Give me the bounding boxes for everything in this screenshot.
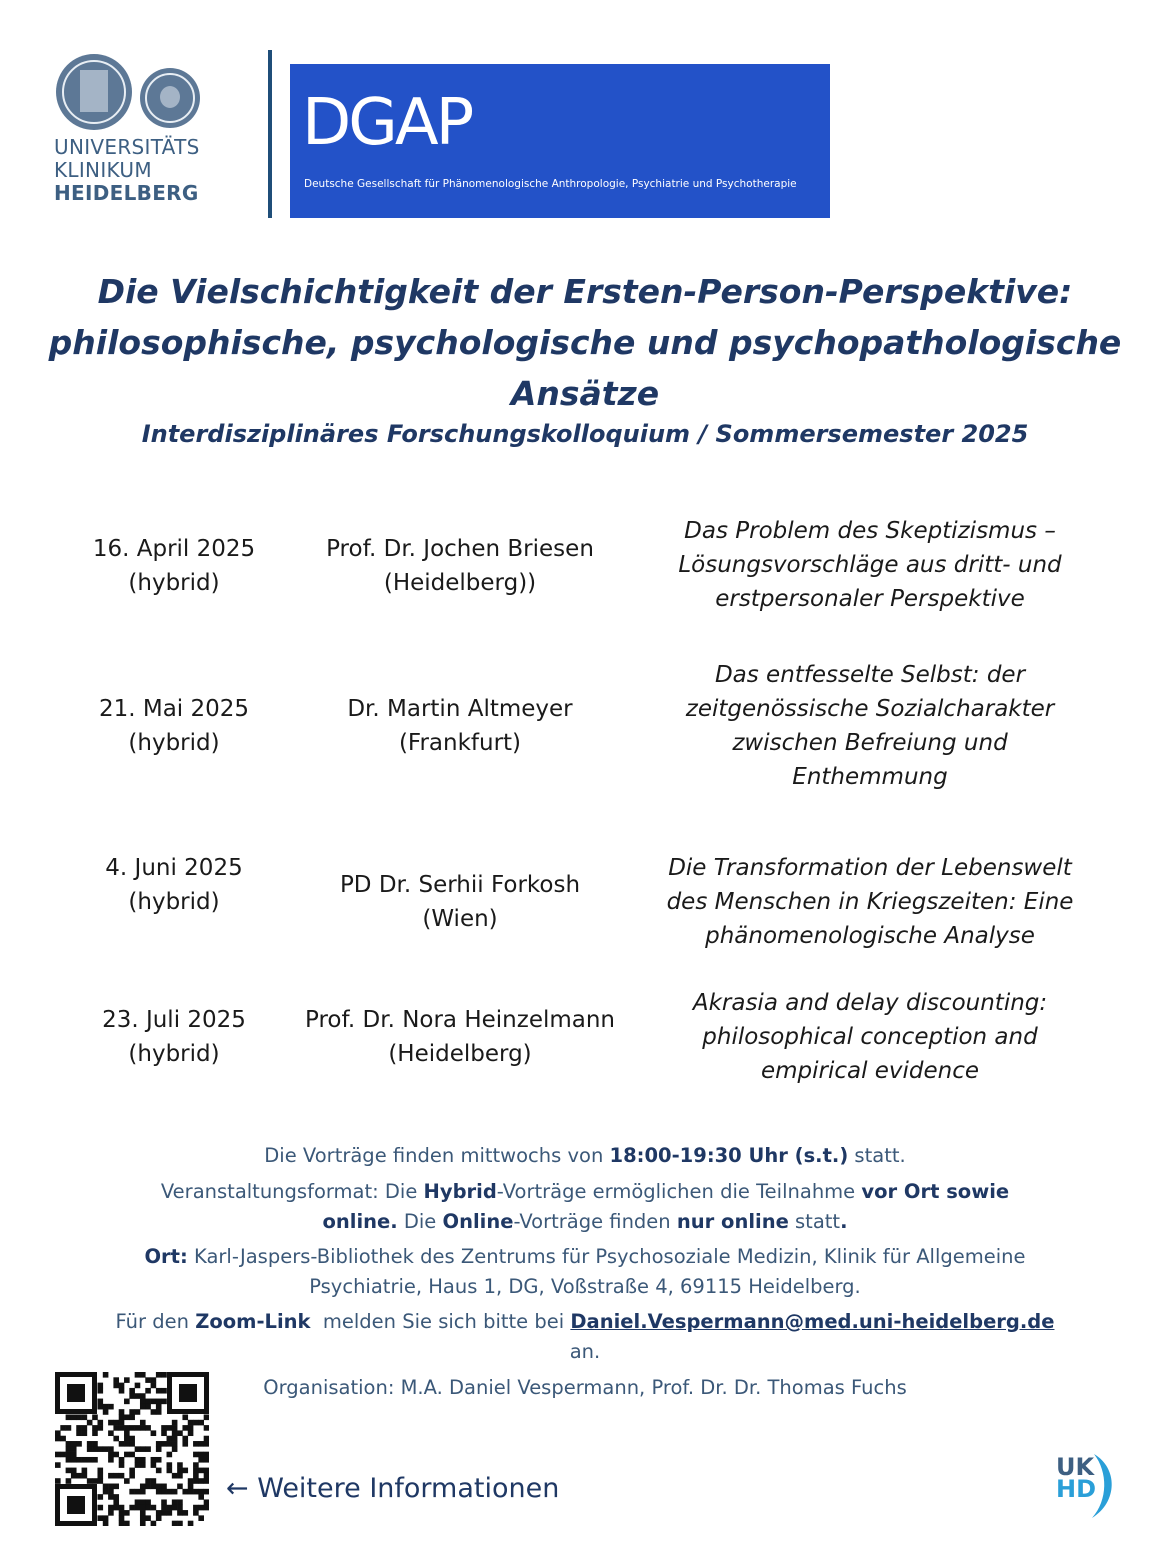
format-text: (hybrid) (128, 1041, 220, 1067)
schedule-speaker (290, 1003, 630, 1071)
topic-line: Enthemmung (792, 764, 948, 790)
speaker-affiliation: (Frankfurt) (398, 730, 522, 756)
zoom-bold: Zoom-Link (195, 1310, 311, 1333)
date-text: 4. Juni 2025 (105, 855, 243, 881)
schedule-date (60, 532, 288, 600)
schedule-date (60, 851, 288, 919)
format-text: -Vorträge finden (513, 1210, 677, 1233)
title-line-1: Die Vielschichtigkeit der Ersten-Person-Perspektive: (97, 272, 1073, 311)
schedule-speaker (290, 692, 630, 760)
institution-line-1: UNIVERSITÄTS (54, 135, 200, 159)
zoom-info (90, 1307, 1080, 1367)
qr-finder (167, 1372, 209, 1414)
speaker-name: PD Dr. Serhii Forkosh (339, 872, 581, 898)
format-text: (hybrid) (128, 889, 220, 915)
schedule-topic (660, 658, 1080, 794)
ukhd-logo (1056, 1450, 1118, 1520)
speaker-affiliation: (Wien) (422, 906, 498, 932)
organisation-info: Organisation: M.A. Daniel Vespermann, Prof. Dr. Dr. Thomas Fuchs (263, 1376, 907, 1399)
format-text: (hybrid) (128, 730, 220, 756)
date-text: 23. Juli 2025 (102, 1007, 246, 1033)
topic-line: Das entfesselte Selbst: der (714, 662, 1026, 688)
more-info-link[interactable]: ← Weitere Informationen (226, 1473, 560, 1504)
header-divider (268, 50, 272, 218)
event-title (40, 266, 1130, 419)
topic-line: phänomenologische Analyse (705, 923, 1035, 949)
speaker-affiliation: (Heidelberg)) (383, 570, 537, 596)
zoom-text: an. (569, 1340, 601, 1363)
event-subtitle: Interdisziplinäres Forschungskolloquium / Sommersemester 2025 (141, 420, 1029, 448)
dgap-fullname: Deutsche Gesellschaft für Phänomenologische Anthropologie, Psychiatrie und Psychotherapie (304, 178, 797, 190)
time-info (90, 1141, 1080, 1171)
qr-finder (55, 1484, 97, 1526)
schedule-topic (660, 851, 1080, 953)
topic-line: des Menschen in Kriegszeiten: Eine (666, 889, 1074, 915)
speaker-name: Prof. Dr. Jochen Briesen (326, 536, 594, 562)
format-bold: vor Ort sowie (861, 1180, 1010, 1203)
topic-line: empirical evidence (760, 1058, 980, 1084)
faculty-seal-logo (140, 68, 200, 128)
topic-line: zwischen Befreiung und (732, 730, 1008, 756)
title-line-2: philosophische, psychologische und psychopathologische (48, 323, 1122, 362)
format-text: -Vorträge ermöglichen die Teilnahme (496, 1180, 862, 1203)
date-text: 16. April 2025 (92, 536, 256, 562)
dgap-acronym: DGAP (302, 86, 472, 160)
topic-line: philosophical conception and (702, 1024, 1038, 1050)
format-text: Die (397, 1210, 443, 1233)
schedule-speaker (290, 532, 630, 600)
university-seal-logo (56, 54, 132, 130)
speaker-name: Prof. Dr. Nora Heinzelmann (304, 1007, 616, 1033)
format-bold: nur online (676, 1210, 789, 1233)
location-label: Ort: (144, 1245, 188, 1268)
speaker-affiliation: (Heidelberg) (388, 1041, 532, 1067)
contact-email-link[interactable]: Daniel.Vespermann@med.uni-heidelberg.de (570, 1310, 1055, 1333)
ukhd-logo-top: UK (1056, 1453, 1095, 1481)
location-text: Karl-Jaspers-Bibliothek des Zentrums für Psychosoziale Medizin, Klinik für Allgemeine (187, 1245, 1026, 1268)
format-text: (hybrid) (128, 570, 220, 596)
topic-line: Die Transformation der Lebenswelt (668, 855, 1072, 881)
topic-line: Lösungsvorschläge aus dritt- und (678, 552, 1062, 578)
time-text: Die Vorträge finden mittwochs von (264, 1144, 610, 1167)
format-info (90, 1177, 1080, 1237)
institution-line-2: KLINIKUM (54, 158, 152, 182)
format-text: statt (788, 1210, 841, 1233)
schedule-speaker (290, 868, 630, 936)
format-bold: online. (322, 1210, 398, 1233)
title-line-3: Ansätze (510, 374, 660, 413)
time-bold: 18:00-19:30 Uhr (s.t.) (609, 1144, 849, 1167)
institution-line-3: HEIDELBERG (54, 181, 199, 205)
topic-line: zeitgenössische Sozialcharakter (685, 696, 1055, 722)
speaker-name: Dr. Martin Altmeyer (347, 696, 573, 722)
format-bold: . (840, 1210, 848, 1233)
zoom-text: Für den (115, 1310, 196, 1333)
topic-line: Das Problem des Skeptizismus – (684, 518, 1056, 544)
date-text: 21. Mai 2025 (98, 696, 250, 722)
format-text: Veranstaltungsformat: Die (160, 1180, 424, 1203)
time-text: statt. (848, 1144, 906, 1167)
format-bold: Hybrid (423, 1180, 497, 1203)
ukhd-logo-bottom: HD (1056, 1475, 1097, 1503)
institution-name (54, 136, 200, 205)
zoom-text: melden Sie sich bitte bei (310, 1310, 571, 1333)
schedule-date (60, 1003, 288, 1071)
qr-finder (55, 1372, 97, 1414)
format-bold: Online (442, 1210, 514, 1233)
schedule-topic (660, 986, 1080, 1088)
qr-code[interactable] (55, 1372, 209, 1526)
schedule-date (60, 692, 288, 760)
location-info (90, 1242, 1080, 1302)
schedule-topic (660, 514, 1080, 616)
location-text: Psychiatrie, Haus 1, DG, Voßstraße 4, 69115 Heidelberg. (309, 1275, 861, 1298)
topic-line: Akrasia and delay discounting: (692, 990, 1048, 1016)
topic-line: erstpersonaler Perspektive (715, 586, 1025, 612)
